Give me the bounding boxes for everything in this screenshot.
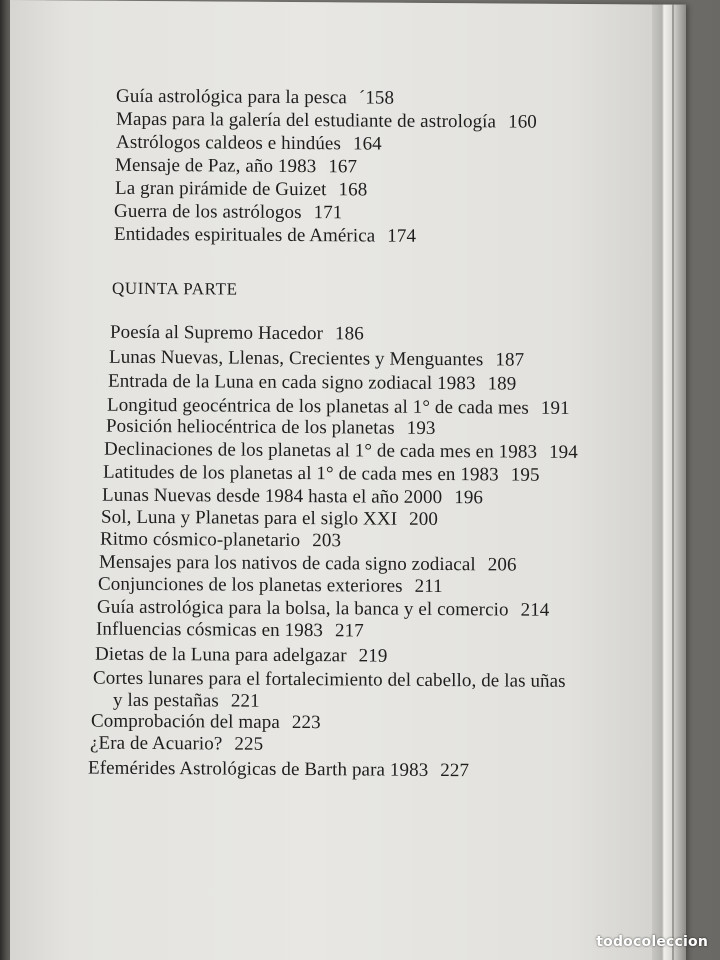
toc-entry-title: Poesía al Supremo Hacedor [110,321,324,345]
toc-entry-title: Entrada de la Luna en cada signo zodiacal 1983 [108,370,476,395]
toc-entry-title: Declinaciones de los planetas al 1° de cada mes en 1983 [104,438,538,463]
toc-entry-page: 214 [520,599,550,621]
toc-entry-page: ´158 [358,87,395,109]
toc-entry-title: Posición heliocéntrica de los planetas [106,415,395,439]
toc-entry [116,85,394,111]
page-edge [652,4,686,960]
toc-entry-page: 221 [230,690,260,712]
toc-entry-title: Ritmo cósmico-planetario [100,528,301,552]
toc-entry-page: 193 [406,417,436,439]
toc-entry-title: Sol, Luna y Planetas para el siglo XXI [101,506,398,530]
section-heading: QUINTA PARTE [112,278,238,299]
toc-entry [116,131,382,156]
toc-entry-page: 227 [440,760,470,782]
toc-entry-title: Longitud geocéntrica de los planetas al 1° de cada mes [107,394,529,419]
toc-entry-title: Mapas para la galería del estudiante de astrología [116,108,497,133]
toc-entry [114,223,416,249]
toc-entry [114,200,342,225]
book-page [10,0,686,960]
toc-entry [115,154,357,179]
page-fold [672,5,674,960]
toc-entry-title: Guía astrológica para la bolsa, la banca y el comercio [97,596,509,621]
toc-entry-title: Lunas Nuevas desde 1984 hasta el año 2000 [102,484,443,509]
toc-entry-page: 194 [549,441,578,463]
toc-entry [88,757,469,783]
toc-entry-title: Conjunciones de los planetas exteriores [98,573,403,597]
toc-entry [95,643,387,669]
toc-entry-page: 219 [358,645,388,667]
toc-entry-page: 225 [234,733,264,755]
toc-entry-page: 167 [328,156,358,178]
toc-entry [98,573,443,599]
toc-entry-title: Comprobación del mapa [91,710,280,733]
toc-entry-title: Influencias cósmicas en 1983 [96,618,324,642]
toc-entry-page: 196 [454,487,484,509]
toc-entry [106,415,436,441]
toc-entry [100,528,341,553]
toc-entry-title: Cortes lunares para el fortalecimiento del cabello, de las uñas [93,667,566,692]
toc-entry-page: 217 [335,620,364,642]
toc-entry-title: Latitudes de los planetas al 1° de cada mes en 1983 [103,461,499,486]
toc-entry [90,732,263,757]
toc-entry-page: 189 [487,373,517,395]
toc-entry-title: y las pestañas [113,689,219,712]
toc-entry-page: 171 [313,202,343,224]
toc-entry-title: Efemérides Astrológicas de Barth para 1983 [88,757,429,781]
toc-entry-title: Mensaje de Paz, año 1983 [115,154,317,178]
toc-entry [96,618,364,643]
toc-entry-title: Lunas Nuevas, Llenas, Crecientes y Menguantes [109,346,484,371]
toc-entry-page: 206 [487,554,517,576]
toc-entry [108,370,516,396]
watermark-text: todocoleccion [596,934,708,950]
toc-entry-title: Guía astrológica para la pesca [116,85,347,109]
toc-entry-page: 200 [409,508,438,530]
toc-entry [115,177,367,202]
toc-entry-page: 223 [291,711,321,734]
toc-entry-page: 191 [540,397,570,419]
toc-entry-page: 203 [312,530,342,552]
toc-entry-page: 211 [414,575,443,598]
toc-entry-title: La gran pirámide de Guizet [115,177,327,201]
toc-entry-page: 168 [338,179,368,201]
toc-entry-page: 164 [352,133,382,155]
toc-entry-title: Entidades espirituales de América [114,223,376,247]
toc-entry-title: Astrólogos caldeos e hindúes [116,131,341,155]
toc-entry-page: 186 [335,323,364,345]
toc-entry-page: 174 [387,225,417,247]
toc-entry-title: ¿Era de Acuario? [90,732,223,755]
toc-entry-page: 187 [495,349,525,371]
toc-entry-title: Mensajes para los nativos de cada signo zodiacal [99,551,476,576]
toc-entry-page: 195 [510,464,540,486]
toc-entry [110,321,364,346]
toc-entry-title: Guerra de los astrólogos [114,200,302,224]
toc-entry-title: Dietas de la Luna para adelgazar [95,643,347,667]
table-of-contents [10,0,686,782]
toc-entry [109,346,524,372]
toc-entry-page: 160 [508,111,537,133]
